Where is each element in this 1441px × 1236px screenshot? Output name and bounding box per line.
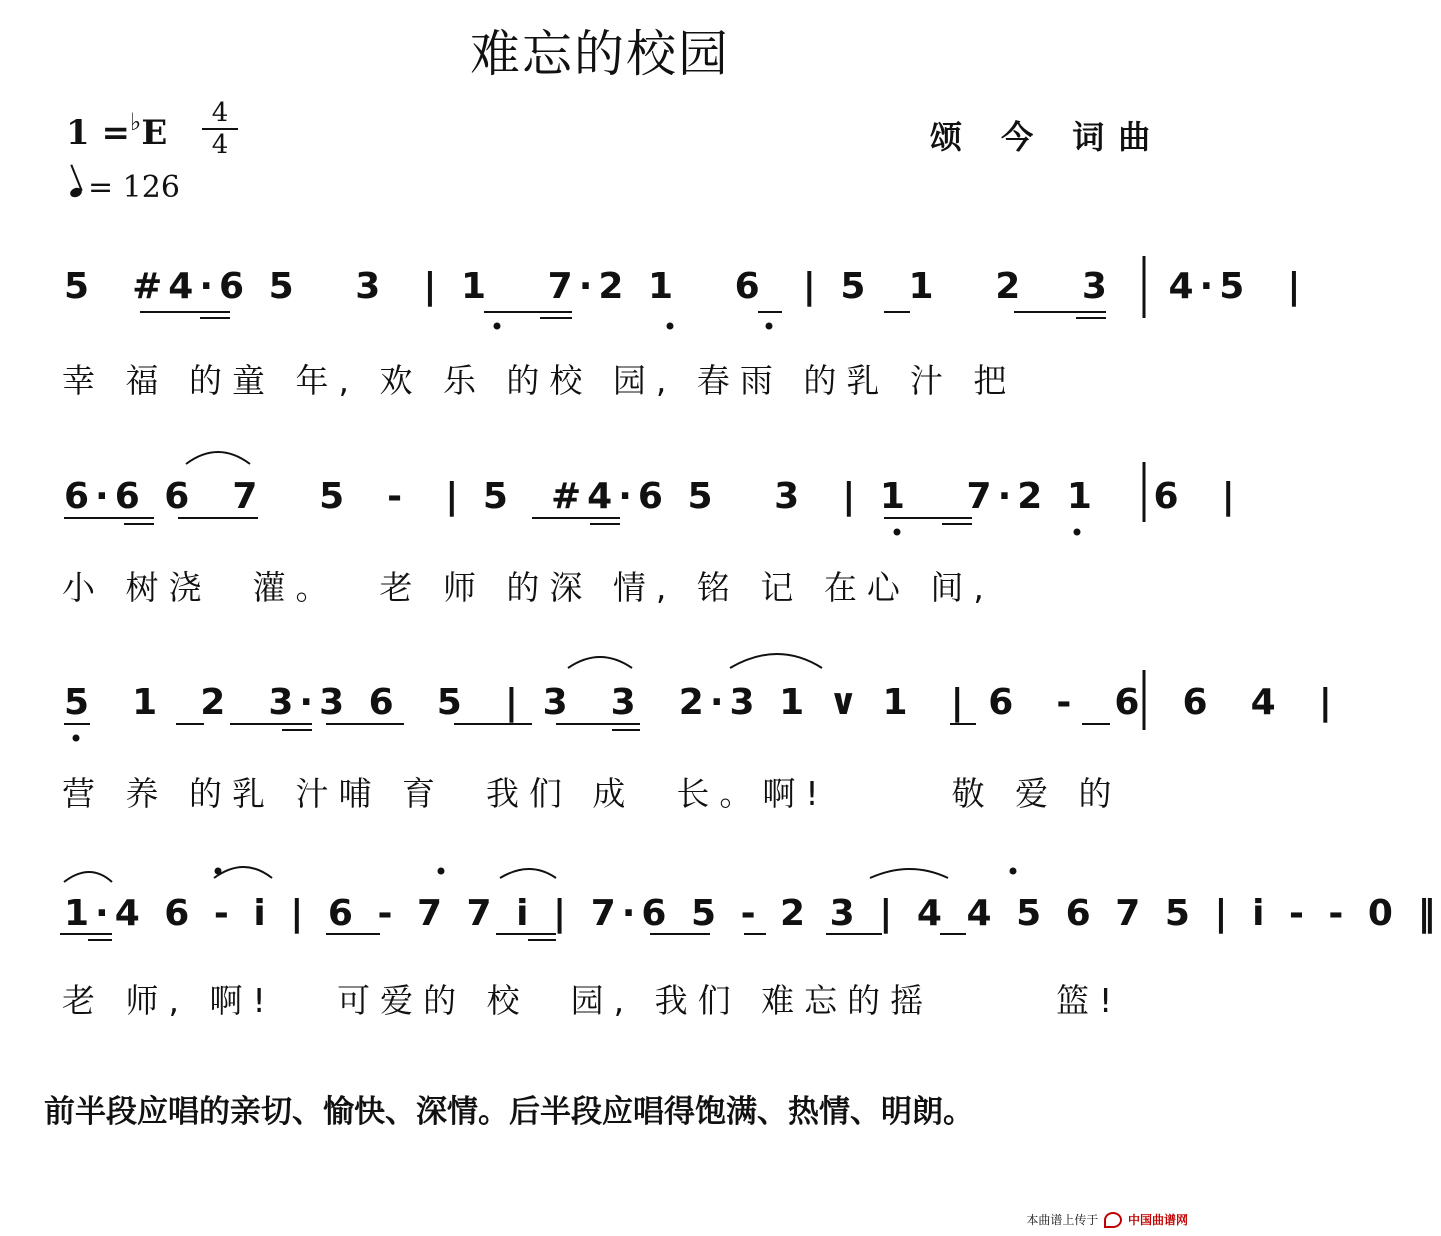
flat-icon: ♭ [129, 108, 142, 136]
octave-dot [73, 735, 80, 742]
lyrics-line-3: 营 养 的乳 汁哺 育 我们 成 长。啊! 敬 爱 的 [62, 774, 1122, 813]
time-signature-bottom: 4 [211, 130, 229, 160]
octave-dot [494, 323, 501, 330]
notation-line-3: 5 1 2 3·3 6 5 | 3 3 2·3 1 ∨ 1 | 6 - 6 6 4 | [64, 682, 1338, 723]
octave-dot [438, 868, 445, 875]
lyrics-line-2: 小 树浇 灌。 老 师 的深 情, 铭 记 在心 间, [62, 568, 994, 607]
lyrics-line-1: 幸 福 的童 年, 欢 乐 的校 园, 春雨 的乳 汁 把 [62, 361, 1017, 400]
slur-arc [64, 872, 112, 882]
notation-line-4: 1·4 6 - i | 6 - 7 7 i | 7·6 5 - 2 3 | 4 4 5 6 7 5 | i - - 0 ‖ [64, 893, 1441, 934]
quarter-note-icon [69, 186, 83, 199]
page-title: 难忘的校园 [470, 25, 730, 83]
slur-arc [186, 452, 250, 464]
site-logo-icon [1104, 1212, 1122, 1228]
octave-dot [1010, 868, 1017, 875]
notation-line-2: 6·6 6 7 5 - | 5 #4·6 5 3 | 1 7·2 1 6 | [64, 476, 1241, 517]
octave-dot [894, 529, 901, 536]
octave-dot [667, 323, 674, 330]
footer-site-name[interactable]: 中国曲谱网 [1127, 1212, 1188, 1227]
slur-arc [730, 654, 822, 668]
octave-dot [766, 323, 773, 330]
time-signature [202, 100, 238, 158]
key-prefix: 1 = [66, 113, 130, 153]
key-signature [66, 108, 167, 153]
performance-note: 前半段应唱的亲切、愉快、深情。后半段应唱得饱满、热情、明朗。 [44, 1094, 974, 1130]
slur-arc [500, 869, 556, 878]
source-footer [1026, 1211, 1188, 1229]
composer-credit: 颂 今 词曲 [930, 118, 1165, 156]
slur-arc [568, 657, 632, 668]
octave-dot [215, 868, 222, 875]
notation-line-1: 5 #4·6 5 3 | 1 7·2 1 6 | 5 1 2 3 4·5 | [64, 266, 1307, 307]
footer-uploaded-label: 本曲谱上传于 [1026, 1212, 1099, 1227]
tempo-value: = 126 [88, 170, 180, 205]
octave-dot [1074, 529, 1081, 536]
slur-arc [870, 869, 948, 878]
time-signature-top: 4 [211, 98, 229, 128]
tempo-marking [70, 170, 180, 205]
lyrics-line-4: 老 师, 啊! 可爱的 校 园, 我们 难忘的摇 篮! [62, 981, 1123, 1020]
key-note: E [141, 113, 168, 153]
slur-arc [214, 867, 272, 878]
